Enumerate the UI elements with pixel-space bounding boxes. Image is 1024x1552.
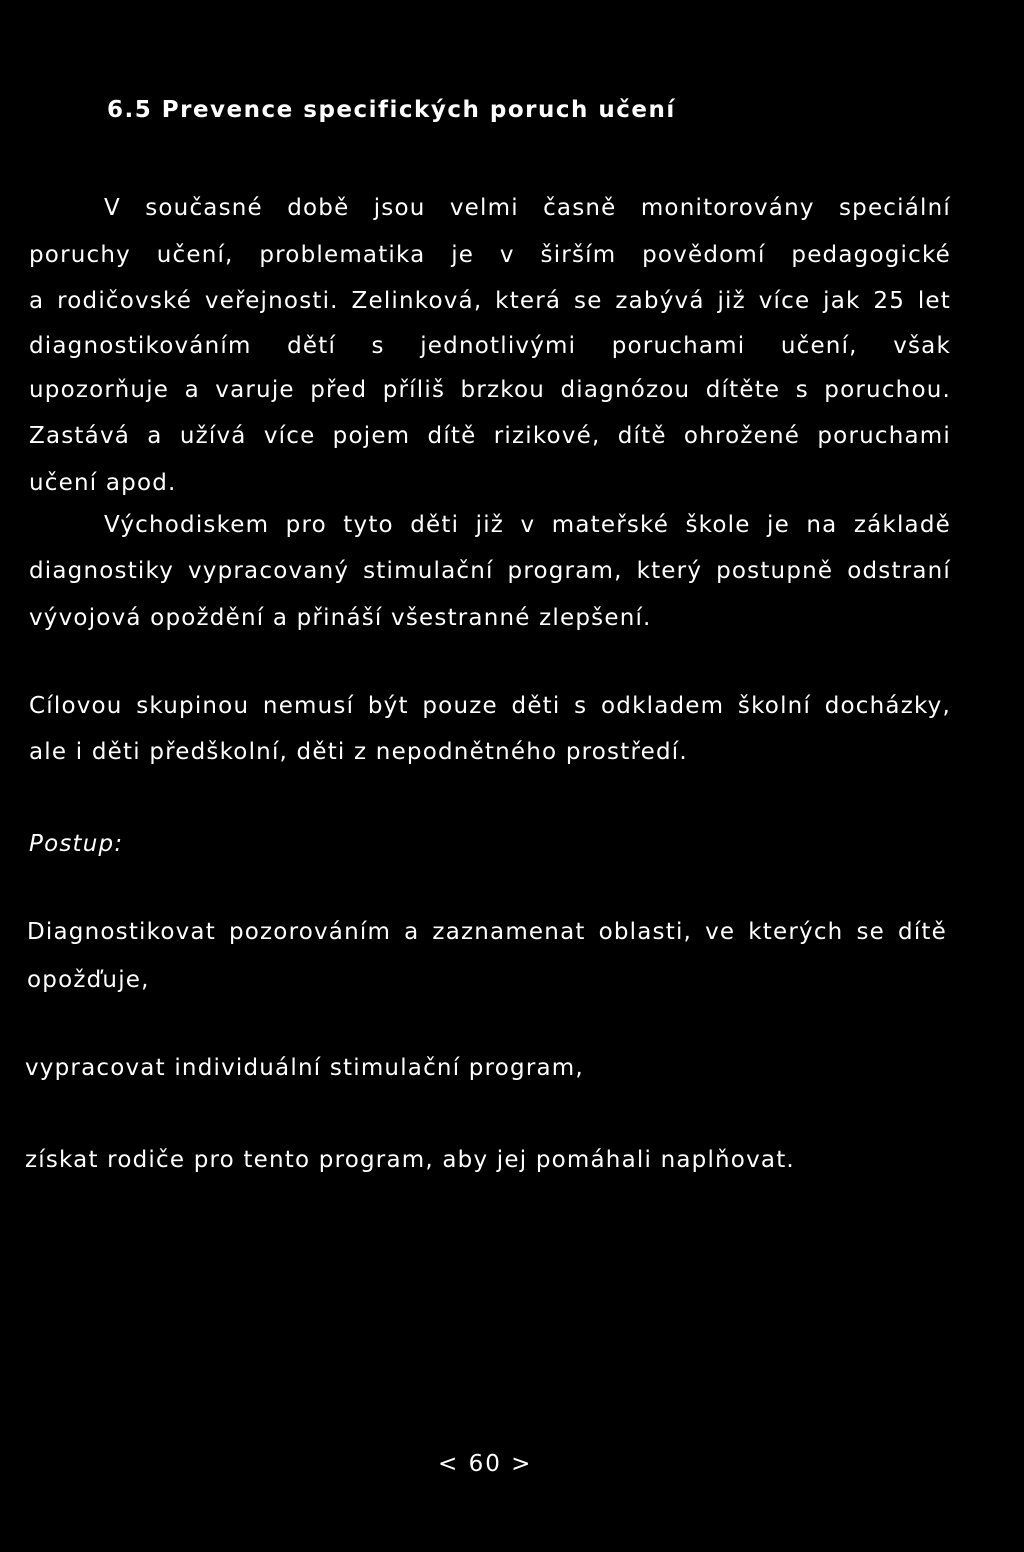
paragraph-line: poruchy učení, problematika je v širším povědomí pedagogické	[29, 242, 951, 268]
page-number: < 60 >	[438, 1451, 533, 1477]
paragraph-line: upozorňuje a varuje před příliš brzkou diagnózou dítěte s poruchou.	[29, 377, 951, 403]
paragraph-line: V současné době jsou velmi časně monitorovány speciální	[104, 195, 951, 221]
paragraph-line: Zastává a užívá více pojem dítě rizikové, dítě ohrožené poruchami	[29, 423, 951, 449]
procedure-step-line: Diagnostikovat pozorováním a zaznamenat oblasti, ve kterých se dítě	[27, 919, 947, 945]
paragraph-line: Východiskem pro tyto děti již v mateřské škole je na základě	[104, 512, 951, 538]
paragraph-line: učení apod.	[29, 470, 177, 496]
procedure-step-line: opožďuje,	[27, 967, 150, 993]
procedure-step-line: vypracovat individuální stimulační program,	[25, 1055, 584, 1081]
procedure-step-line: získat rodiče pro tento program, aby jej pomáhali naplňovat.	[25, 1147, 795, 1173]
paragraph-line: diagnostikováním dětí s jednotlivými poruchami učení, však	[29, 333, 951, 359]
section-heading: 6.5 Prevence specifických poruch učení	[107, 97, 676, 123]
paragraph-line: diagnostiky vypracovaný stimulační program, který postupně odstraní	[29, 558, 951, 584]
paragraph-line: ale i děti předškolní, děti z nepodnětného prostředí.	[29, 739, 688, 765]
paragraph-line: a rodičovské veřejnosti. Zelinková, která se zabývá již více jak 25 let	[29, 288, 951, 314]
procedure-label: Postup:	[29, 831, 124, 857]
paragraph-line: vývojová opoždění a přináší všestranné zlepšení.	[29, 605, 652, 631]
paragraph-line: Cílovou skupinou nemusí být pouze děti s odkladem školní docházky,	[29, 693, 951, 719]
